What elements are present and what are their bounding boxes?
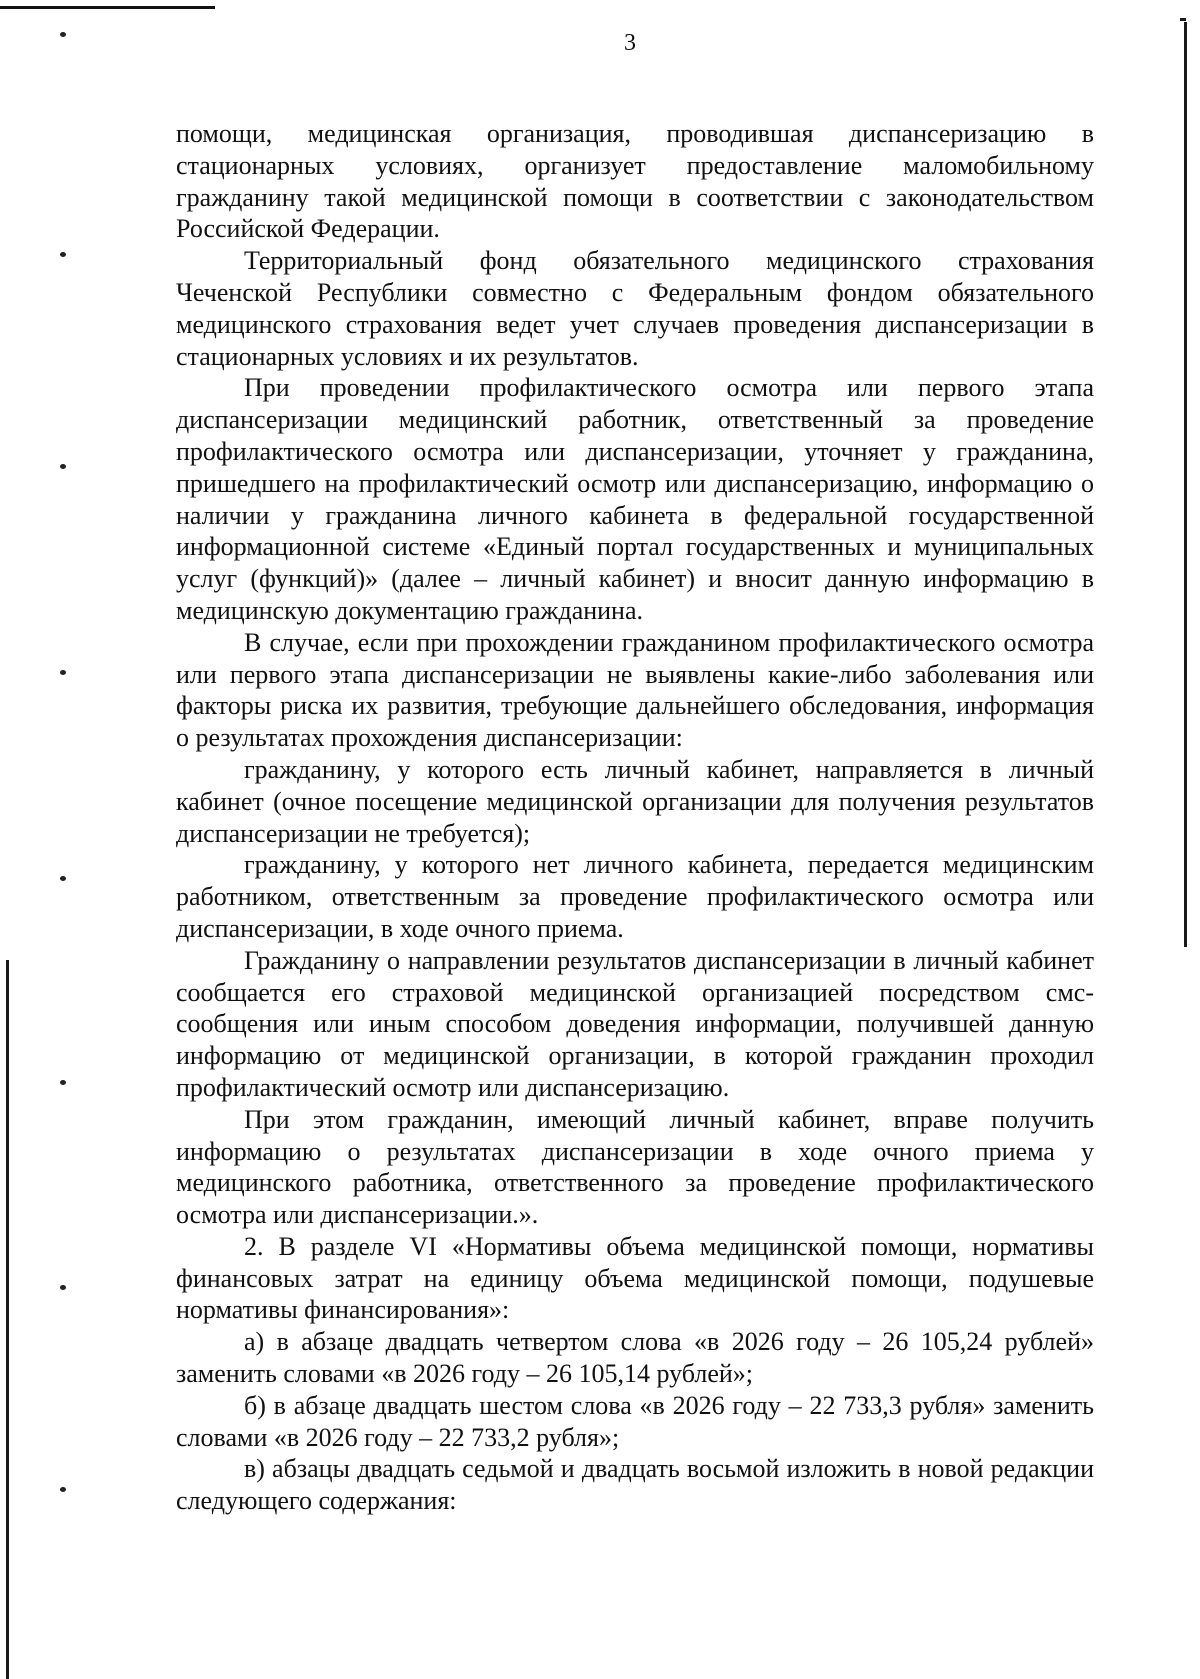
- document-body: [176, 118, 1094, 1517]
- paragraph: гражданину, у которого есть личный кабинет, направляется в личный кабинет (очное посещение медицинской организации для получения результатов диспансеризации не требуется);: [176, 754, 1094, 848]
- paragraph: а) в абзаце двадцать четвертом слова «в 2026 году – 26 105,24 рублей» заменить словами «в 2026 году – 26 105,14 рублей»;: [176, 1327, 1094, 1389]
- paragraph: Территориальный фонд обязательного медицинского страхования Чеченской Республики совместно с Федеральным фондом обязательного медицинского страхования ведет учет случаев проведения диспансеризации в стационарных условиях и их результатов.: [176, 246, 1094, 371]
- scan-edge-line: [6, 960, 9, 1679]
- binder-hole-mark: [60, 252, 66, 257]
- binder-hole-mark: [60, 1285, 66, 1290]
- paragraph: помощи, медицинская организация, проводившая диспансеризацию в стационарных условиях, организует предоставление маломобильному гражданину такой медицинской помощи в соответствии с законодательством Российской Федерации.: [176, 119, 1094, 244]
- paragraph: б) в абзаце двадцать шестом слова «в 2026 году – 22 733,3 рубля» заменить словами «в 2026 году – 22 733,2 рубля»;: [176, 1390, 1094, 1452]
- page-number: 3: [624, 30, 636, 56]
- paragraph: 2. В разделе VI «Нормативы объема медицинской помощи, нормативы финансовых затрат на единицу объема медицинской помощи, подушевые нормативы финансирования»:: [176, 1231, 1094, 1325]
- paragraph: В случае, если при прохождении гражданином профилактического осмотра или первого этапа диспансеризации не выявлены какие-либо заболевания или факторы риска их развития, требующие дальнейшего обследования, информация о результатах прохождения диспансеризации:: [176, 627, 1094, 753]
- scan-edge-mark: [0, 6, 215, 9]
- paragraph: При этом гражданин, имеющий личный кабинет, вправе получить информацию о результатах диспансеризации в ходе очного приема у медицинского работника, ответственного за проведение профилактического осмотра или диспансеризации.».: [176, 1104, 1094, 1230]
- binder-hole-mark: [60, 1080, 66, 1085]
- binder-hole-mark: [60, 876, 66, 881]
- scan-edge-line: [1184, 22, 1187, 947]
- binder-hole-mark: [60, 464, 66, 469]
- binder-hole-mark: [60, 670, 66, 675]
- paragraph: в) абзацы двадцать седьмой и двадцать восьмой изложить в новой редакции следующего содержания:: [176, 1454, 1094, 1516]
- paragraph: При проведении профилактического осмотра или первого этапа диспансеризации медицинский работник, ответственный за проведение профилактического осмотра или диспансеризации, уточняет у гражданина, пришедшего на профилактический осмотр или диспансеризацию, информацию о наличии у гражданина личного кабинета в федеральной государственной информационной системе «Единый портал государственных и муниципальных услуг (функций)» (далее – личный кабинет) и вносит данную информацию в медицинскую документацию гражданина.: [176, 373, 1094, 625]
- paragraph: гражданину, у которого нет личного кабинета, передается медицинским работником, ответственным за проведение профилактического осмотра или диспансеризации, в ходе очного приема.: [176, 850, 1094, 943]
- paragraph: Гражданину о направлении результатов диспансеризации в личный кабинет сообщается его страховой медицинской организацией посредством смс-сообщения или иным способом доведения информации, получившей данную информацию от медицинской организации, в которой гражданин проходил профилактический осмотр или диспансеризацию.: [176, 945, 1094, 1102]
- scan-edge-mark: [1180, 18, 1186, 21]
- binder-hole-mark: [60, 1487, 66, 1492]
